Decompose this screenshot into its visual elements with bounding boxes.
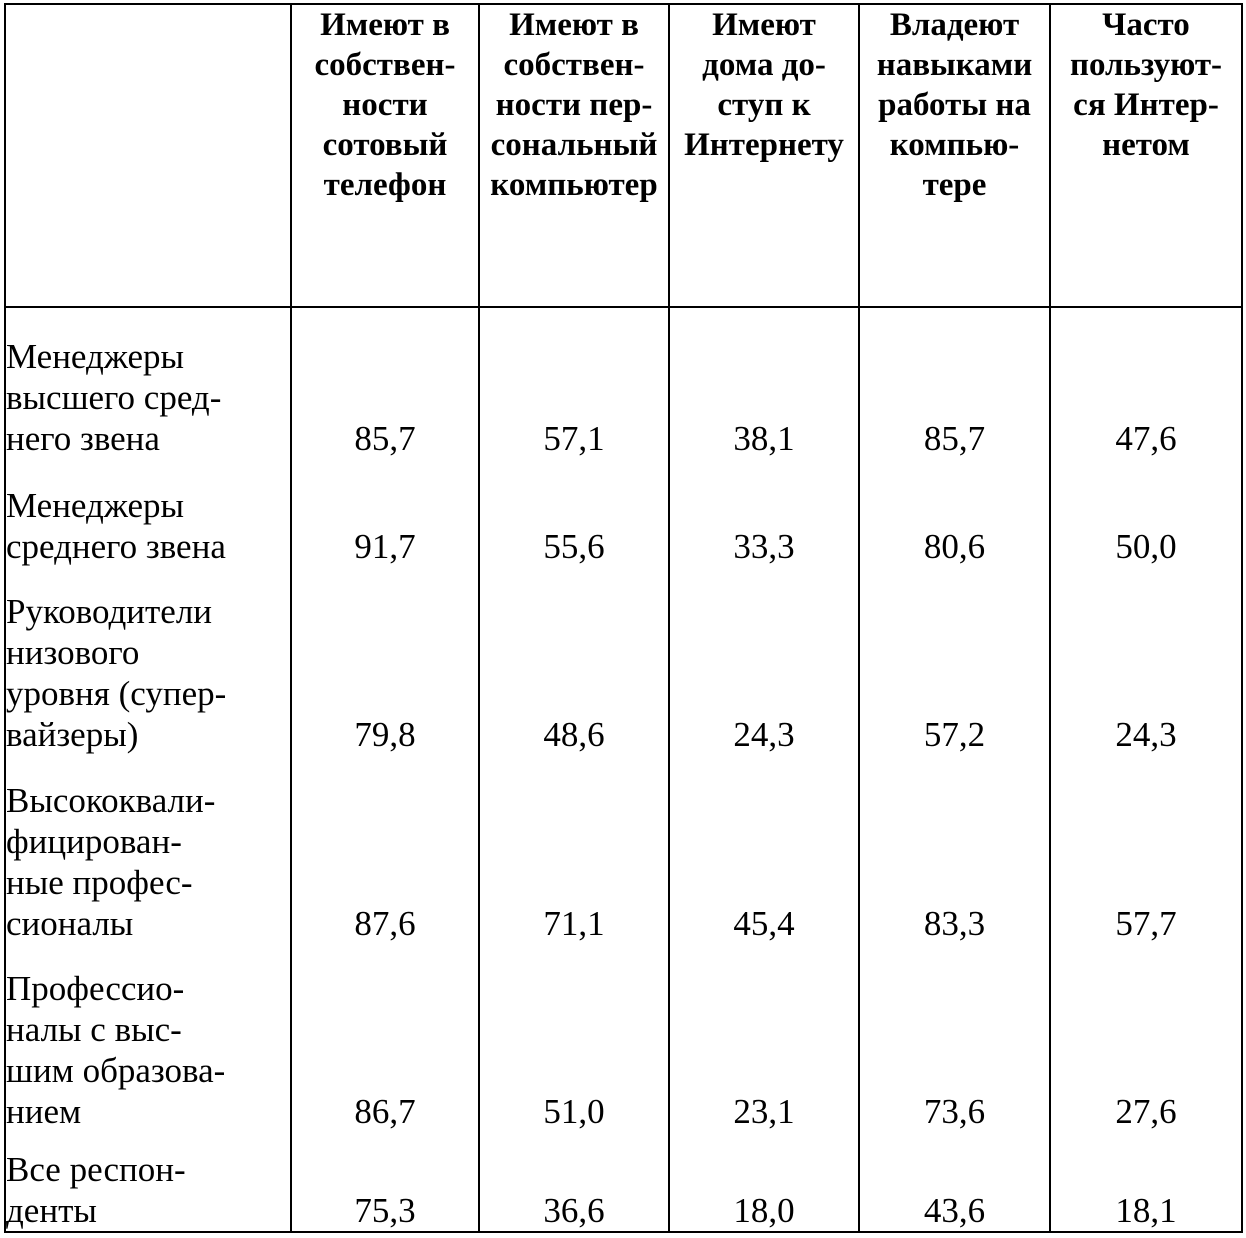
row-label: Руководители низового уровня (супер- вайзеры) <box>5 567 291 755</box>
table-cell: 91,7 <box>291 459 479 567</box>
table-row <box>5 755 1242 944</box>
table-cell: 43,6 <box>859 1132 1050 1232</box>
table-cell: 24,3 <box>669 567 859 755</box>
row-label: Профессио- налы с выс- шим образова- нием <box>5 944 291 1132</box>
table-cell: 85,7 <box>291 307 479 459</box>
table-cell: 47,6 <box>1050 307 1242 459</box>
header-cell-frequent-internet: Часто пользуют- ся Интер- нетом <box>1050 4 1242 307</box>
survey-table <box>4 3 1243 1233</box>
table-cell: 83,3 <box>859 755 1050 944</box>
table-cell: 85,7 <box>859 307 1050 459</box>
table-cell: 57,2 <box>859 567 1050 755</box>
table-row <box>5 944 1242 1132</box>
table-row <box>5 567 1242 755</box>
table-cell: 57,1 <box>479 307 669 459</box>
header-cell-personal-computer: Имеют в собствен- ности пер- сональный компьютер <box>479 4 669 307</box>
header-cell-mobile-phone: Имеют в собствен- ности сотовый телефон <box>291 4 479 307</box>
row-label: Все респон- денты <box>5 1132 291 1232</box>
header-cell-home-internet: Имеют дома до- ступ к Интернету <box>669 4 859 307</box>
table-cell: 79,8 <box>291 567 479 755</box>
table-cell: 33,3 <box>669 459 859 567</box>
table-cell: 80,6 <box>859 459 1050 567</box>
table-cell: 36,6 <box>479 1132 669 1232</box>
table-cell: 75,3 <box>291 1132 479 1232</box>
table-cell: 24,3 <box>1050 567 1242 755</box>
table-cell: 50,0 <box>1050 459 1242 567</box>
table-row <box>5 307 1242 459</box>
row-label: Менеджеры среднего звена <box>5 459 291 567</box>
header-row <box>5 4 1242 307</box>
corner-cell <box>5 4 291 307</box>
table-cell: 38,1 <box>669 307 859 459</box>
table-cell: 18,1 <box>1050 1132 1242 1232</box>
table-cell: 23,1 <box>669 944 859 1132</box>
table-cell: 73,6 <box>859 944 1050 1132</box>
table-cell: 86,7 <box>291 944 479 1132</box>
header-cell-computer-skills: Владеют навыками работы на компью- тере <box>859 4 1050 307</box>
row-label: Высококвали- фицирован- ные профес- сионалы <box>5 755 291 944</box>
table-cell: 27,6 <box>1050 944 1242 1132</box>
table-cell: 51,0 <box>479 944 669 1132</box>
table-cell: 55,6 <box>479 459 669 567</box>
table-cell: 48,6 <box>479 567 669 755</box>
table-cell: 18,0 <box>669 1132 859 1232</box>
row-label: Менеджеры высшего сред- него звена <box>5 307 291 459</box>
table-row <box>5 1132 1242 1232</box>
table-cell: 87,6 <box>291 755 479 944</box>
table-cell: 57,7 <box>1050 755 1242 944</box>
table-cell: 45,4 <box>669 755 859 944</box>
table-cell: 71,1 <box>479 755 669 944</box>
table-row <box>5 459 1242 567</box>
